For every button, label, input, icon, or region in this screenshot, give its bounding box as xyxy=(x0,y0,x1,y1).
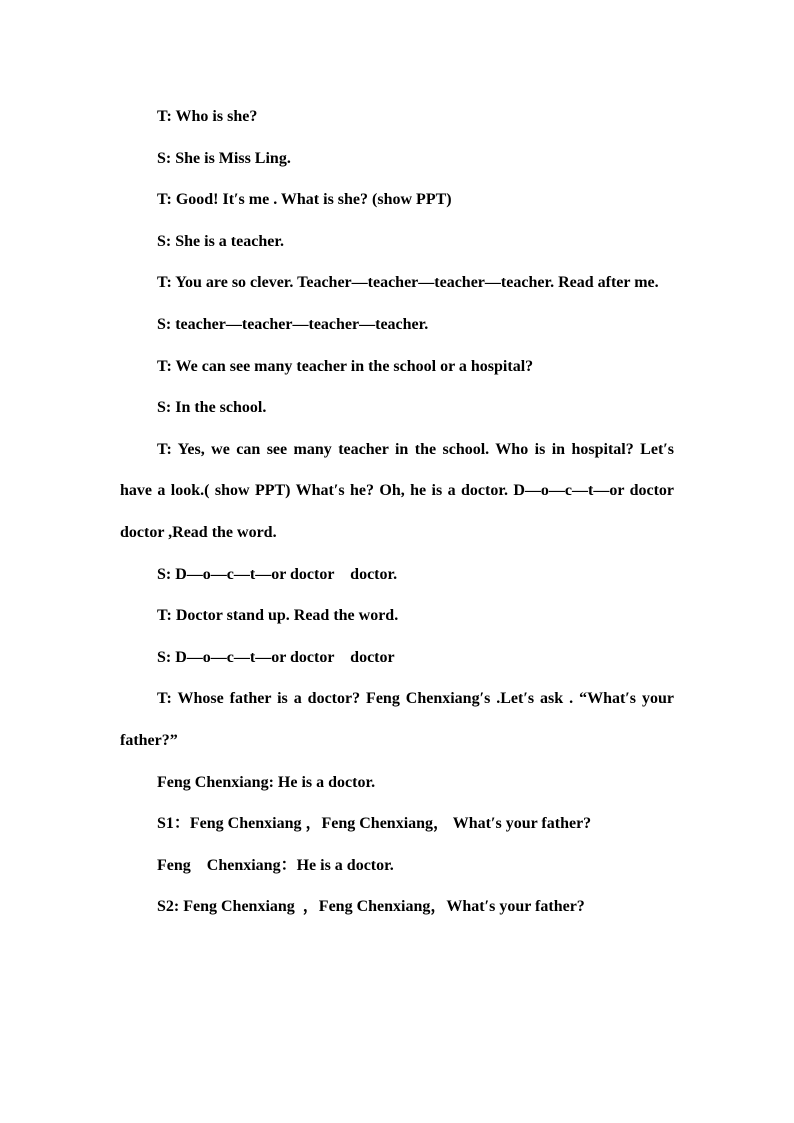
paragraph-5: T: You are so clever. Teacher—teacher—teacher—teacher. Read after me. xyxy=(157,274,659,292)
paragraph-8: S: In the school. xyxy=(157,399,267,417)
paragraph-11: T: Doctor stand up. Read the word. xyxy=(157,607,399,625)
paragraph-4: S: She is a teacher. xyxy=(157,232,284,250)
dialogue-text xyxy=(120,96,674,928)
paragraph-15: S1：Feng Chenxiang ，Feng Chenxiang， What′s your father? xyxy=(157,815,592,833)
paragraph-2: S: She is Miss Ling. xyxy=(157,149,291,167)
paragraph-6: S: teacher—teacher—teacher—teacher. xyxy=(157,315,429,333)
paragraph-10: S: D—o—c—t—or doctor doctor. xyxy=(157,565,398,583)
paragraph-17: S2: Feng Chenxiang ，Feng Chenxiang，What′s your father? xyxy=(157,898,585,916)
paragraph-12: S: D—o—c—t—or doctor doctor xyxy=(157,648,395,666)
paragraph-9: T: Yes, we can see many teacher in the school. Who is in hospital? Let′s have a look.( show PPT) What′s he? Oh, he is a doctor. D—o—c—t—or doctor doctor ,Read the word. xyxy=(120,440,674,541)
paragraph-3: T: Good! It′s me . What is she? (show PPT) xyxy=(157,191,452,209)
paragraph-13: T: Whose father is a doctor? Feng Chenxiang′s .Let′s ask . “What′s your father?” xyxy=(120,690,674,749)
paragraph-16: Feng Chenxiang：He is a doctor. xyxy=(157,856,394,874)
paragraph-1: T: Who is she? xyxy=(157,108,258,125)
paragraph-14: Feng Chenxiang: He is a doctor. xyxy=(157,773,376,791)
paragraph-7: T: We can see many teacher in the school or a hospital? xyxy=(157,357,534,375)
